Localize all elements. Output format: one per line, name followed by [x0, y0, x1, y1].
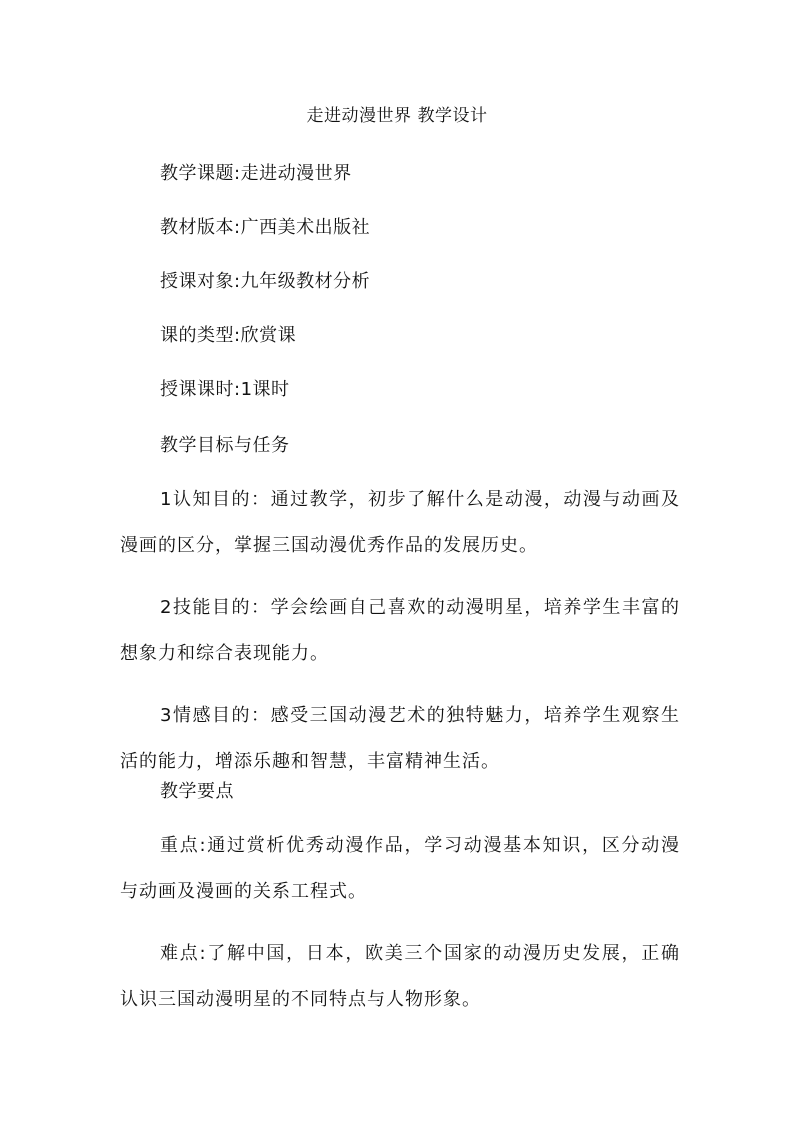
key-points-heading: 教学要点: [160, 781, 234, 802]
objective-skill: 2技能目的：学会绘画自己喜欢的动漫明星，培养学生丰富的想象力和综合表现能力。: [120, 597, 680, 664]
field-lesson-type: 课的类型:欣赏课: [160, 325, 297, 346]
objectives-heading: 教学目标与任务: [160, 435, 290, 456]
field-duration: 授课课时:1课时: [160, 379, 290, 400]
field-edition: 教材版本:广西美术出版社: [160, 217, 371, 238]
field-topic: 教学课题:走进动漫世界: [160, 163, 352, 184]
objective-cognitive: 1认知目的：通过教学，初步了解什么是动漫，动漫与动画及漫画的区分，掌握三国动漫优秀作品的发展历史。: [120, 489, 680, 556]
document-title: 走进动漫世界 教学设计: [306, 106, 488, 126]
key-point-difficulty: 难点:了解中国，日本，欧美三个国家的动漫历史发展，正确认识三国动漫明星的不同特点与人物形象。: [120, 943, 680, 1010]
field-audience: 授课对象:九年级教材分析: [160, 271, 371, 292]
key-point-focus: 重点:通过赏析优秀动漫作品，学习动漫基本知识，区分动漫与动画及漫画的关系工程式。: [120, 835, 680, 902]
objective-emotion: 3情感目的：感受三国动漫艺术的独特魅力，培养学生观察生活的能力，增添乐趣和智慧，丰富精神生活。: [120, 705, 680, 772]
